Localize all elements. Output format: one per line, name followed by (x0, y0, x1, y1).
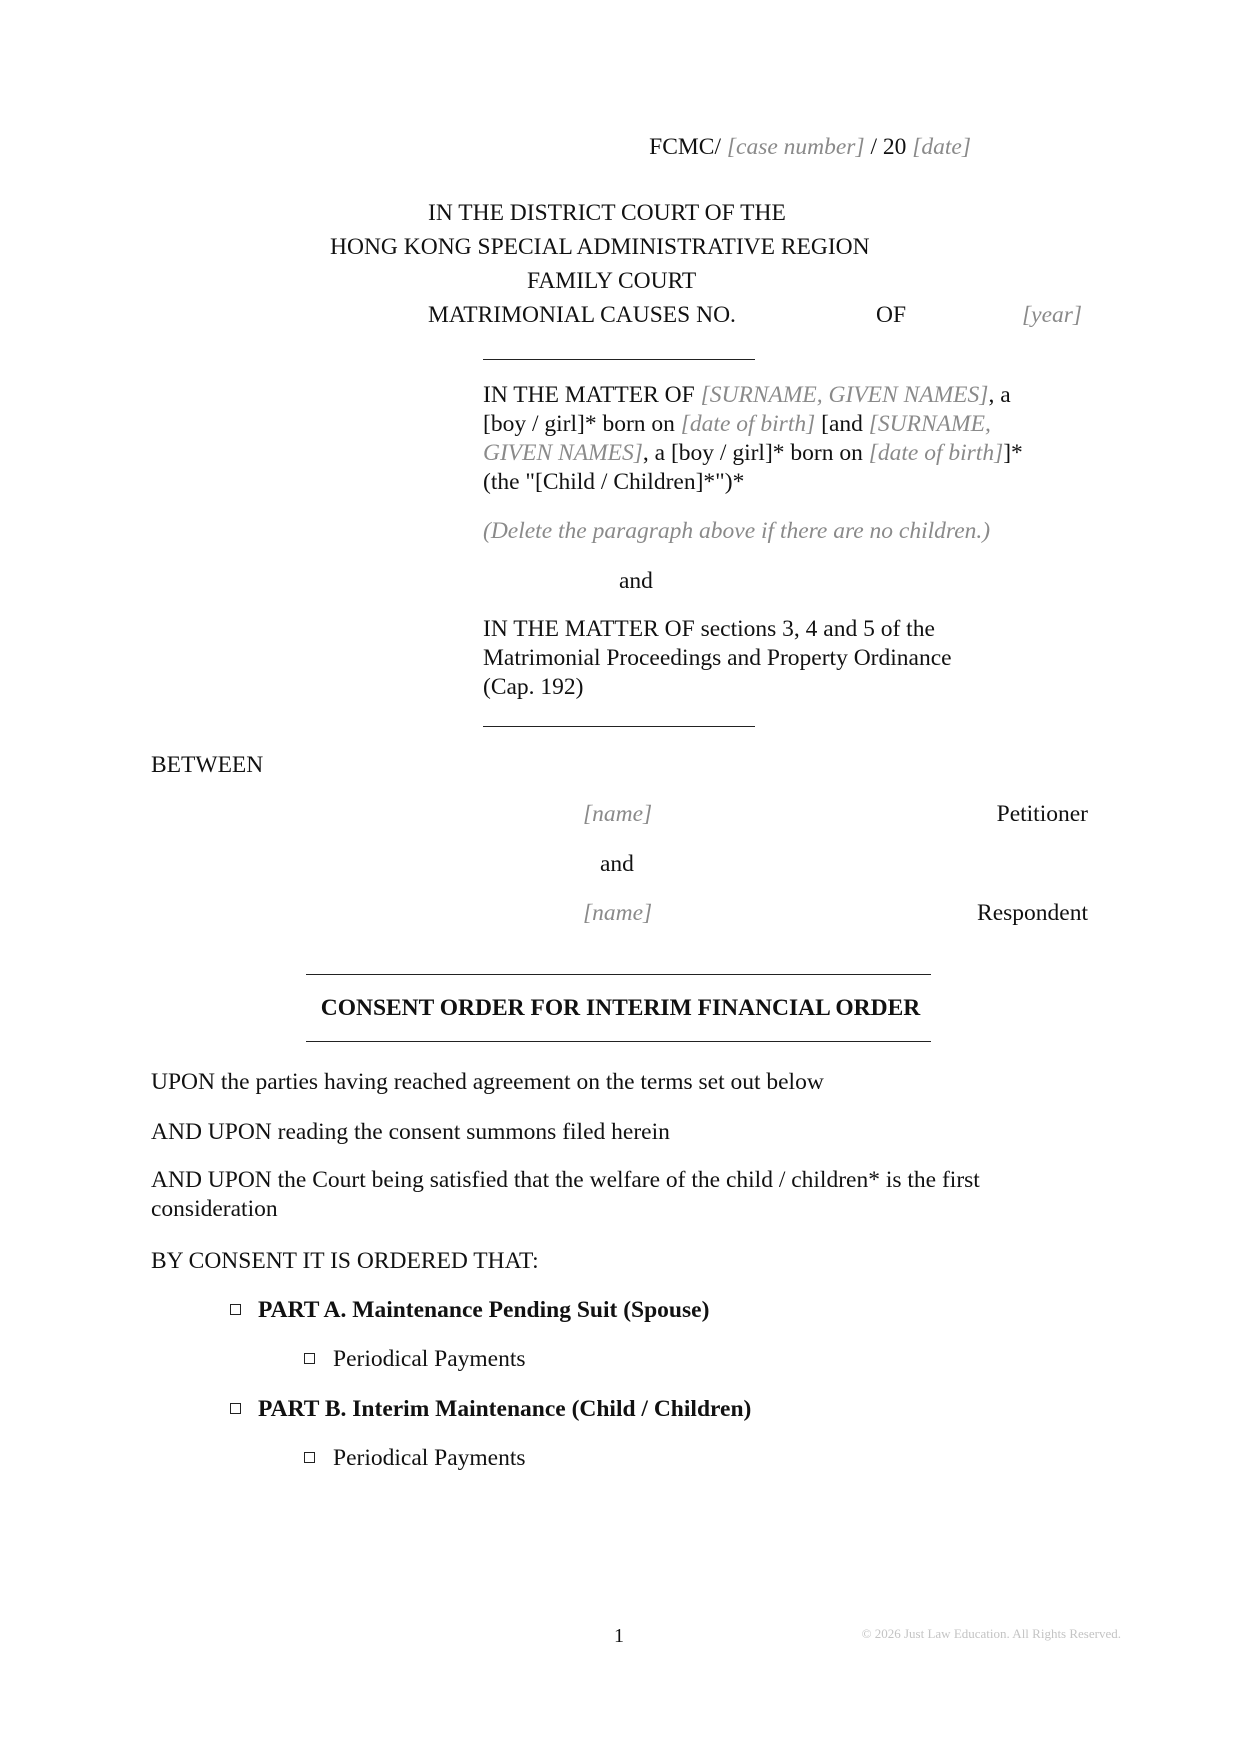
recital-3-line-2: consideration (151, 1196, 278, 1222)
parties-and-label: and (600, 851, 634, 877)
matter-statute-paragraph (483, 615, 1083, 702)
matter-children-line-2: [boy / girl]* born on [date of birth] [and [SURNAME, (483, 411, 991, 437)
ordered-heading: BY CONSENT IT IS ORDERED THAT: (151, 1248, 539, 1274)
of-label: OF (876, 302, 907, 328)
child-name-placeholder-1: [SURNAME, GIVEN NAMES] (700, 382, 989, 408)
court-line-3: FAMILY COURT (527, 268, 697, 294)
matter-children-line-4: (the "[Child / Children]*")* (483, 469, 745, 495)
dob-placeholder-1: [date of birth] (680, 411, 816, 437)
child-name-placeholder-2a: [SURNAME, (868, 411, 991, 437)
statute-line-3: (Cap. 192) (483, 674, 584, 700)
between-label: BETWEEN (151, 752, 264, 778)
part-b-checkbox[interactable] (230, 1403, 241, 1414)
recital-2: AND UPON reading the consent summons filed herein (151, 1119, 670, 1145)
statute-line-1: IN THE MATTER OF sections 3, 4 and 5 of the (483, 616, 935, 642)
matrimonial-causes-label: MATRIMONIAL CAUSES NO. (428, 302, 736, 328)
petitioner-role: Petitioner (996, 801, 1088, 827)
divider-top (483, 359, 755, 360)
recital-3-line-1: AND UPON the Court being satisfied that the welfare of the child / children* is the first (151, 1167, 980, 1193)
matter-children-paragraph (483, 381, 1083, 497)
part-b-periodical-payments-label: Periodical Payments (333, 1445, 526, 1471)
delete-paragraph-note: (Delete the paragraph above if there are no children.) (483, 518, 991, 544)
case-reference (649, 136, 971, 160)
title-rule-top (306, 974, 931, 975)
divider-middle (483, 726, 755, 727)
page-number: 1 (614, 1625, 624, 1647)
dob-placeholder-2: [date of birth] (868, 440, 1004, 466)
statute-line-2: Matrimonial Proceedings and Property Ordinance (483, 645, 952, 671)
petitioner-name-placeholder: [name] (583, 801, 653, 827)
respondent-role: Respondent (977, 900, 1088, 926)
part-a-checkbox[interactable] (230, 1304, 241, 1315)
child-name-placeholder-2b: GIVEN NAMES] (483, 440, 643, 466)
matter-children-line-1: IN THE MATTER OF [SURNAME, GIVEN NAMES], a (483, 382, 1011, 408)
copyright-notice: © 2026 Just Law Education. All Rights Reserved. (861, 1626, 1121, 1641)
recital-1: UPON the parties having reached agreement on the terms set out below (151, 1069, 824, 1095)
court-line-1: IN THE DISTRICT COURT OF THE (428, 200, 786, 226)
part-b-periodical-payments-checkbox[interactable] (304, 1452, 315, 1463)
respondent-name-placeholder: [name] (583, 900, 653, 926)
part-a-periodical-payments-checkbox[interactable] (304, 1353, 315, 1364)
and-connector-1: and (619, 568, 653, 594)
part-a-title: PART A. Maintenance Pending Suit (Spouse) (258, 1297, 710, 1323)
part-b-title: PART B. Interim Maintenance (Child / Children) (258, 1396, 752, 1422)
case-number-placeholder: [case number] (726, 134, 865, 160)
order-title: CONSENT ORDER FOR INTERIM FINANCIAL ORDER (320, 995, 921, 1021)
part-a-periodical-payments-label: Periodical Payments (333, 1346, 526, 1372)
case-prefix: FCMC/ (649, 134, 721, 160)
court-line-2: HONG KONG SPECIAL ADMINISTRATIVE REGION (330, 234, 870, 260)
case-year-separator: / 20 (870, 134, 907, 160)
recital-3 (151, 1166, 1151, 1224)
matter-children-line-3: GIVEN NAMES], a [boy / girl]* born on [date of birth]]* (483, 440, 1023, 466)
case-date-placeholder: [date] (912, 134, 971, 160)
year-placeholder: [year] (1022, 302, 1083, 328)
title-rule-bottom (306, 1041, 931, 1042)
